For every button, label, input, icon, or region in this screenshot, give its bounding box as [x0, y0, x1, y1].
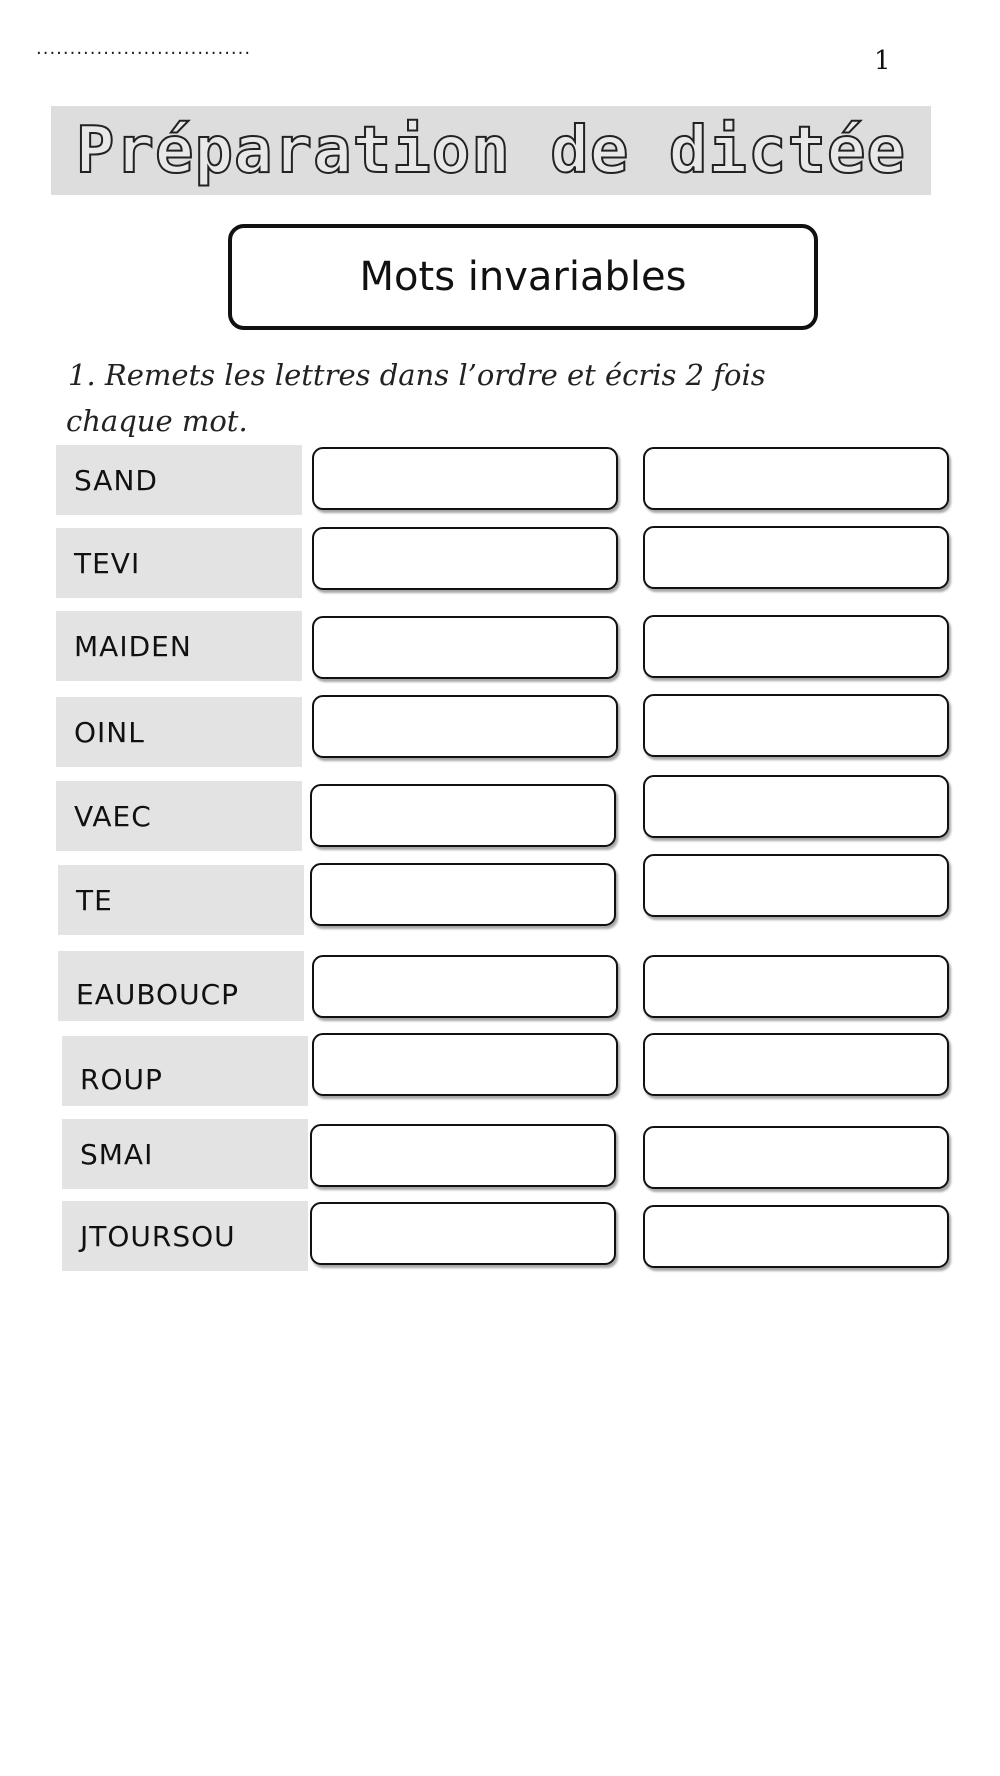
answer-box-1[interactable]: [312, 527, 618, 590]
answer-box-1[interactable]: [312, 447, 618, 510]
scrambled-word: TEVI: [56, 528, 302, 598]
answer-box-2[interactable]: [643, 1033, 949, 1096]
title-banner: [51, 106, 931, 195]
scrambled-word: MAIDEN: [56, 611, 302, 681]
scrambled-word: VAEC: [56, 781, 302, 851]
answer-box-2[interactable]: [643, 526, 949, 589]
answer-box-1[interactable]: [312, 1033, 618, 1096]
answer-box-1[interactable]: [310, 863, 616, 926]
scrambled-word: SMAI: [62, 1119, 308, 1189]
answer-box-1[interactable]: [310, 1124, 616, 1187]
scrambled-word: ROUP: [62, 1036, 308, 1106]
answer-box-1[interactable]: [310, 1202, 616, 1265]
name-line[interactable]: ................................: [36, 38, 252, 59]
scrambled-word: JTOURSOU: [62, 1201, 308, 1271]
answer-box-2[interactable]: [643, 1205, 949, 1268]
page-title: Préparation de dictée: [75, 113, 907, 188]
scrambled-word: SAND: [56, 445, 302, 515]
answer-box-2[interactable]: [643, 615, 949, 678]
answer-box-1[interactable]: [312, 616, 618, 679]
instruction-line-1: 1. Remets les lettres dans l’ordre et écris 2 fois: [68, 358, 766, 392]
scrambled-word: TE: [58, 865, 304, 935]
page-number: 1: [874, 46, 891, 76]
instruction-line-2: chaque mot.: [66, 404, 248, 438]
answer-box-2[interactable]: [643, 447, 949, 510]
answer-box-1[interactable]: [310, 784, 616, 847]
scrambled-word: EAUBOUCP: [58, 951, 304, 1021]
answer-box-1[interactable]: [312, 955, 618, 1018]
answer-box-2[interactable]: [643, 955, 949, 1018]
answer-box-2[interactable]: [643, 694, 949, 757]
answer-box-2[interactable]: [643, 1126, 949, 1189]
subtitle: Mots invariables: [359, 254, 687, 300]
answer-box-1[interactable]: [312, 695, 618, 758]
instruction: [68, 352, 828, 444]
answer-box-2[interactable]: [643, 854, 949, 917]
subtitle-box: [228, 224, 818, 330]
scrambled-word: OINL: [56, 697, 302, 767]
answer-box-2[interactable]: [643, 775, 949, 838]
